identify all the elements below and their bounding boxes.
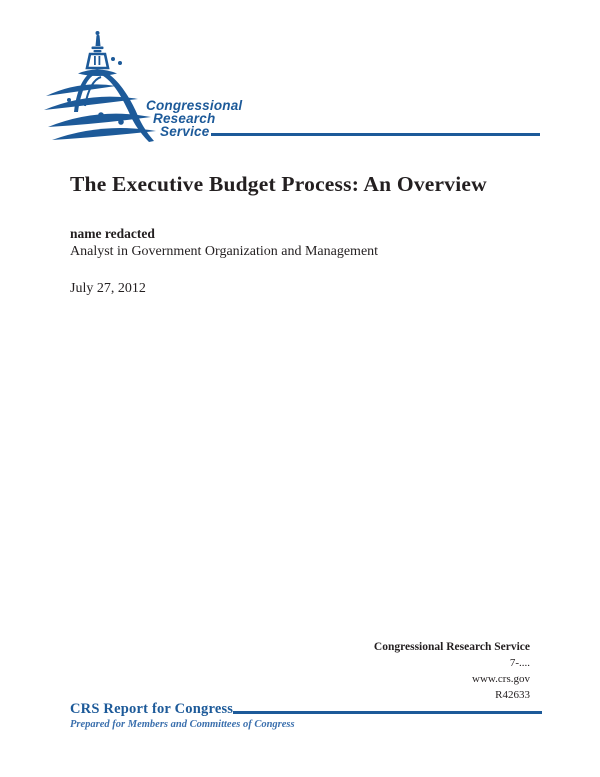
- report-number: R42633: [495, 689, 530, 701]
- footer-banner: CRS Report for Congress: [70, 701, 234, 717]
- author-name: name redacted: [70, 226, 155, 241]
- logo-line-2: Research: [153, 111, 216, 126]
- header-divider-rule: [211, 133, 540, 136]
- report-date: July 27, 2012: [70, 281, 146, 296]
- report-title: The Executive Budget Process: An Overview: [70, 172, 487, 196]
- publication-info-block: [374, 639, 530, 703]
- publisher-phone: 7-....: [509, 657, 530, 669]
- crs-website-url: www.crs.gov: [472, 673, 530, 685]
- publisher-name: Congressional Research Service: [373, 641, 530, 653]
- footer-divider-rule: [233, 711, 542, 714]
- author-role: Analyst in Government Organization and Management: [70, 244, 379, 259]
- logo-line-3: Service: [160, 124, 210, 139]
- footer-tagline: Prepared for Members and Committees of Congress: [70, 719, 295, 730]
- logo-line-1: Congressional: [146, 98, 243, 113]
